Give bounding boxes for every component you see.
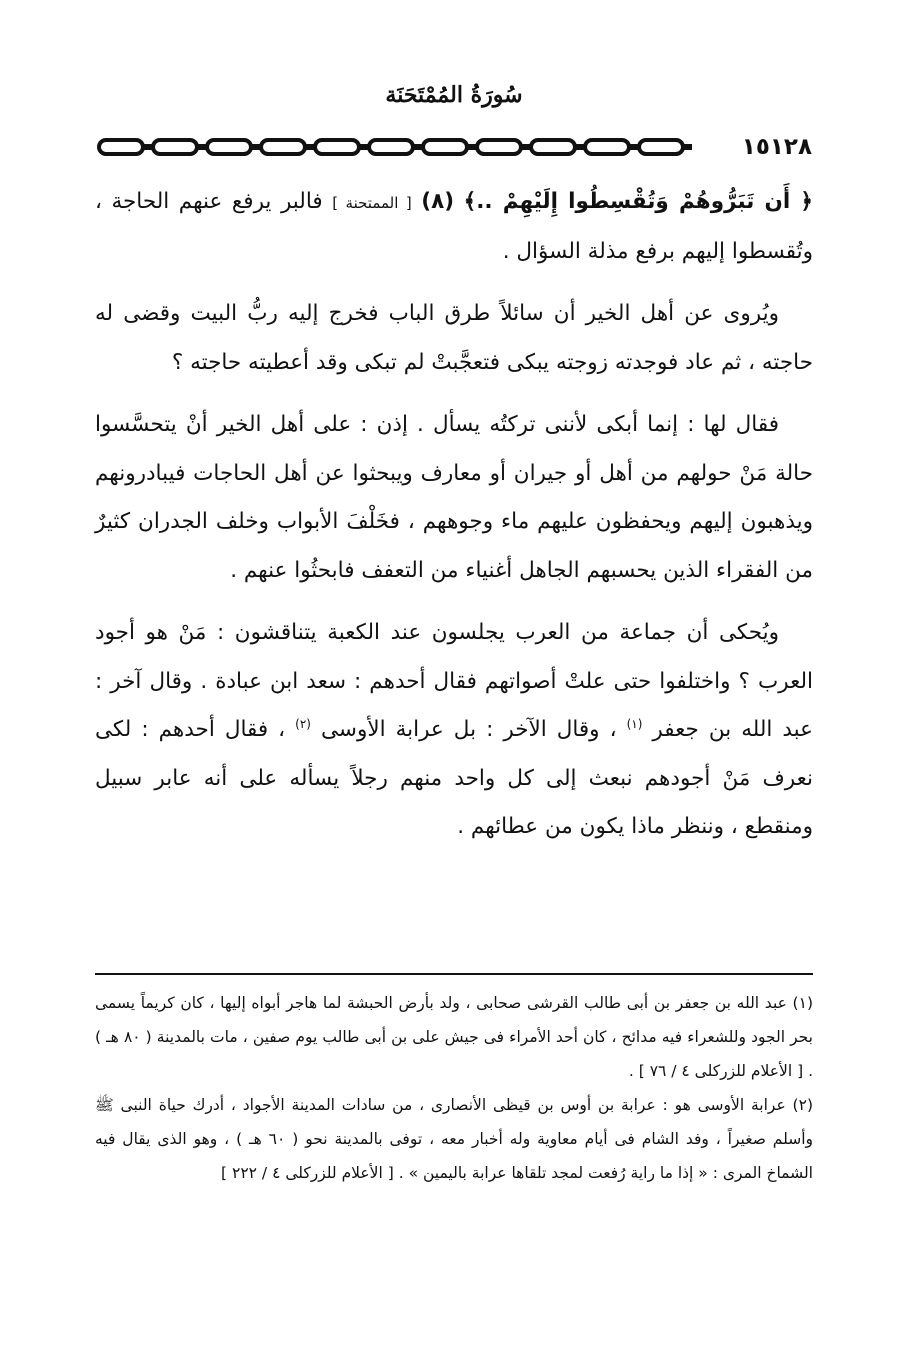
chain-joint — [576, 144, 584, 150]
chain-joint — [306, 144, 314, 150]
chain-joint — [468, 144, 476, 150]
chain-link — [423, 140, 467, 154]
chain-link — [585, 140, 629, 154]
chain-joint — [198, 144, 206, 150]
paragraph-4-part-a: ويُحكى أن جماعة من العرب يجلسون عند الكعبة يتناقشون : مَنْ هو أجود العرب ؟ واختلفوا حتى علتْ أصواتهم فقال أحدهم : سعد ابن عبادة . وقال آخر : عبد الله بن جعفر — [95, 620, 814, 742]
header-chain-ornament — [95, 130, 813, 164]
footnotes — [95, 986, 813, 1190]
footnote-1: (١) عبد الله بن جعفر بن أبى طالب القرشى صحابى ، ولد بأرض الحبشة لما هاجر أبواه إليها ، كان كريماً يسمى بحر الجود وللشعراء فيه مدائح ، كان أحد الأمراء فى جيش على بن أبى طالب يوم صفين ، مات بالمدينة ( ٨٠ هـ ) . [ الأعلام للزركلى ٤ / ٧٦ ] . — [95, 994, 813, 1080]
chain-link — [369, 140, 413, 154]
verse-number: (٨) — [421, 189, 455, 214]
page-number: ١٥١٢٨ — [716, 134, 816, 160]
chain-joint — [630, 144, 638, 150]
chain-link — [639, 140, 683, 154]
chain-joint — [252, 144, 260, 150]
footnote-marker-2: (٢) — [295, 716, 311, 731]
chain-joint — [684, 144, 692, 150]
paragraph-1-text: فالبر يرفع عنهم الحاجة ، وتُقسطوا إليهم برفع مذلة السؤال . — [95, 189, 813, 264]
quran-verse: ﴿ أَن تَبَرُّوهُمْ وَتُقْسِطُوا إِلَيْهِمْ ..﴾ — [463, 189, 813, 214]
paragraph-4-part-c: ، فقال أحدهم : لكى نعرف مَنْ أجودهم نبعث إلى كل واحد منهم رجلاً يسأله على أنه عابر سبيل ومنقطع ، وننظر ماذا يكون من عطائهم . — [95, 717, 813, 839]
verse-reference: [ الممتحنة ] — [332, 194, 412, 212]
chain-joint — [414, 144, 422, 150]
chain-link — [477, 140, 521, 154]
chain-link — [531, 140, 575, 154]
footnote-marker-1: (١) — [626, 716, 643, 731]
main-text — [95, 178, 813, 866]
chain-joint — [522, 144, 530, 150]
chain-link — [315, 140, 359, 154]
paragraph-4-part-b: ، وقال الآخر : بل عرابة الأوسى — [321, 717, 617, 742]
paragraph-2: ويُروى عن أهل الخير أن سائلاً طرق الباب فخرج إليه ربُّ البيت وقضى له حاجته ، ثم عاد فوجدته زوجته يبكى فتعجَّبتْ لم تبكى وقد أعطيته حاجته ؟ — [95, 301, 813, 375]
paragraph-4 — [95, 609, 813, 852]
chain-joint — [360, 144, 368, 150]
paragraph-1 — [95, 178, 813, 276]
chain-link — [207, 140, 251, 154]
chain-link — [153, 140, 197, 154]
footnote-2: (٢) عرابة الأوسى هو : عرابة بن أوس بن قيظى الأنصارى ، من سادات المدينة الأجواد ، أدرك حياة النبى ﷺ وأسلم صغيراً ، وفد الشام فى أيام معاوية وله أخبار معه ، توفى بالمدينة نحو ( ٦٠ هـ ) ، وهو الذى يقال فيه الشماخ المرى : « إذا ما راية رُفعت لمجد تلقاها عرابة باليمين » . [ الأعلام للزركلى ٤ / ٢٢٢ ] — [95, 1096, 813, 1182]
paragraph-3: فقال لها : إنما أبكى لأننى تركتُه يسأل . إذن : على أهل الخير أنْ يتحسَّسوا حالة مَنْ حولهم من أهل أو جيران أو معارف ويبحثوا عن أهل الحاجات فيبادرونهم ويذهبون إليهم ويحفظون عليهم ماء وجوههم ، فخَلْفَ الأبواب وخلف الجدران كثيرٌ من الفقراء الذين يحسبهم الجاهل أغنياء من التعفف فابحثُوا عنهم . — [95, 412, 813, 583]
sura-title: سُورَةُ المُمْتَحَنَة — [385, 82, 523, 108]
chain-link — [99, 140, 143, 154]
footnote-divider — [95, 973, 813, 975]
chain-joint — [144, 144, 152, 150]
chain-link — [261, 140, 305, 154]
